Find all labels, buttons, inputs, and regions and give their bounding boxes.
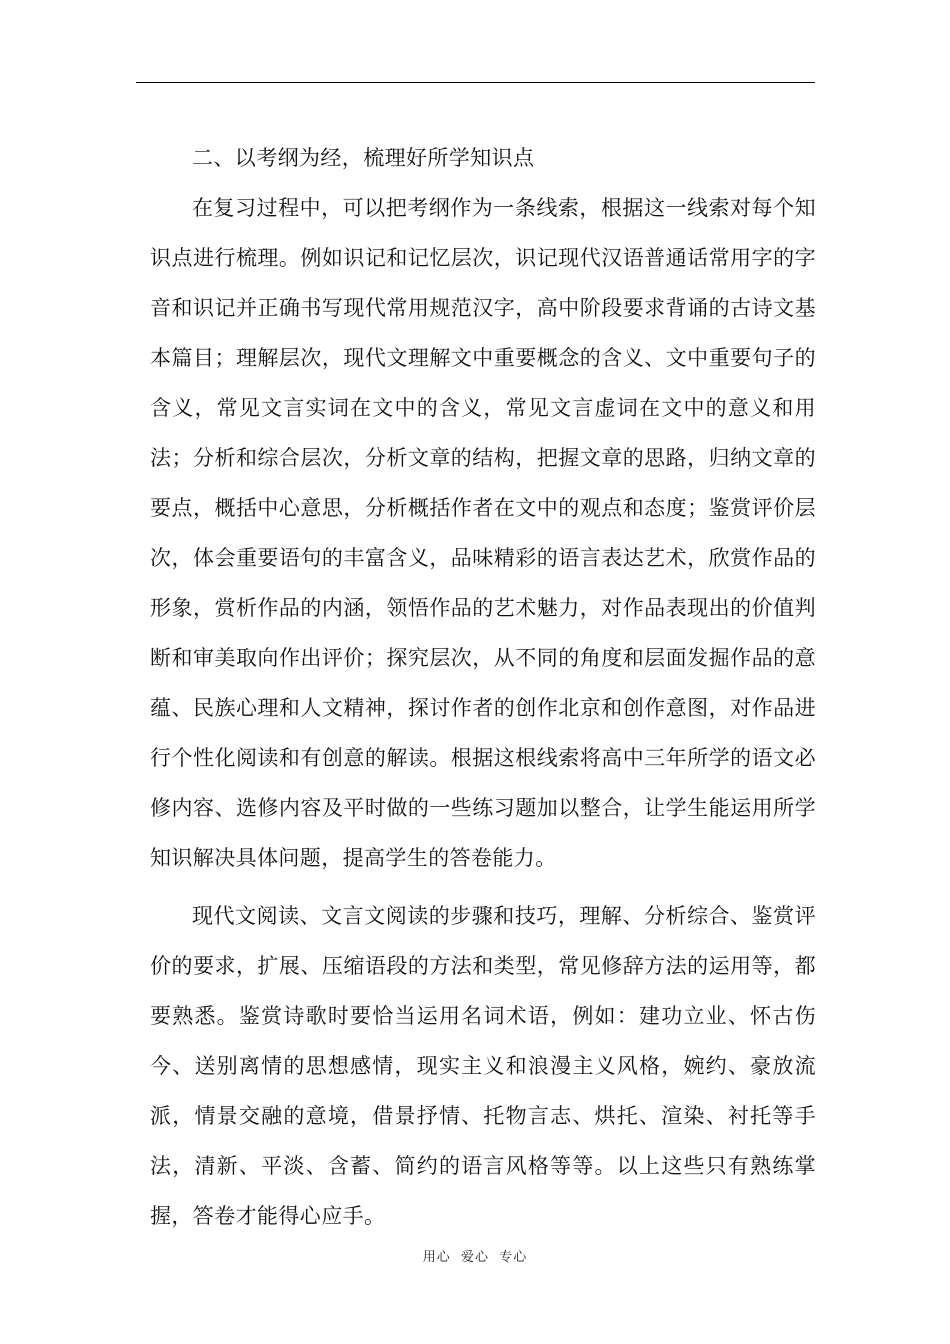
paragraph-reading-skills: 现代文阅读、文言文阅读的步骤和技巧，理解、分析综合、鉴赏评价的要求，扩展、压缩语段的方法和类型，常见修辞方法的运用等，都要熟悉。鉴赏诗歌时要恰当运用名词术语，例如：建功立业、怀古伤今、送别离情的思想感情，现实主义和浪漫主义风格，婉约、豪放流派，情景交融的意境，借景抒情、托物言志、烘托、渲染、衬托等手法，清新、平淡、含蓄、简约的语言风格等等。以上这些只有熟练掌握，答卷才能得心应手。 bbox=[150, 904, 816, 1228]
header-rule bbox=[136, 82, 815, 83]
paragraph-outline-review: 在复习过程中，可以把考纲作为一条线索，根据这一线索对每个知识点进行梳理。例如识记和记忆层次，识记现代汉语普通话常用字的字音和识记并正确书写现代常用规范汉字，高中阶段要求背诵的古诗文基本篇目；理解层次，现代文理解文中重要概念的含义、文中重要句子的含义，常见文言实词在文中的含义，常见文言虚词在文中的意义和用法；分析和综合层次，分析文章的结构，把握文章的思路，归纳文章的要点，概括中心意思，分析概括作者在文中的观点和态度；鉴赏评价层次，体会重要语句的丰富含义，品味精彩的语言表达艺术，欣赏作品的形象，赏析作品的内涵，领悟作品的艺术魅力，对作品表现出的价值判断和审美取向作出评价；探究层次，从不同的角度和层面发掘作品的意蕴、民族心理和人文精神，探讨作者的创作北京和创作意图，对作品进行个性化阅读和有创意的解读。根据这根线索将高中三年所学的语文必修内容、选修内容及平时做的一些练习题加以整合，让学生能运用所学知识解决具体问题，提高学生的答卷能力。 bbox=[150, 196, 816, 870]
section-heading: 二、以考纲为经，梳理好所学知识点 bbox=[192, 146, 535, 170]
page-footer: 用心 爱心 专心 bbox=[422, 1250, 528, 1265]
document-body bbox=[150, 133, 816, 1241]
